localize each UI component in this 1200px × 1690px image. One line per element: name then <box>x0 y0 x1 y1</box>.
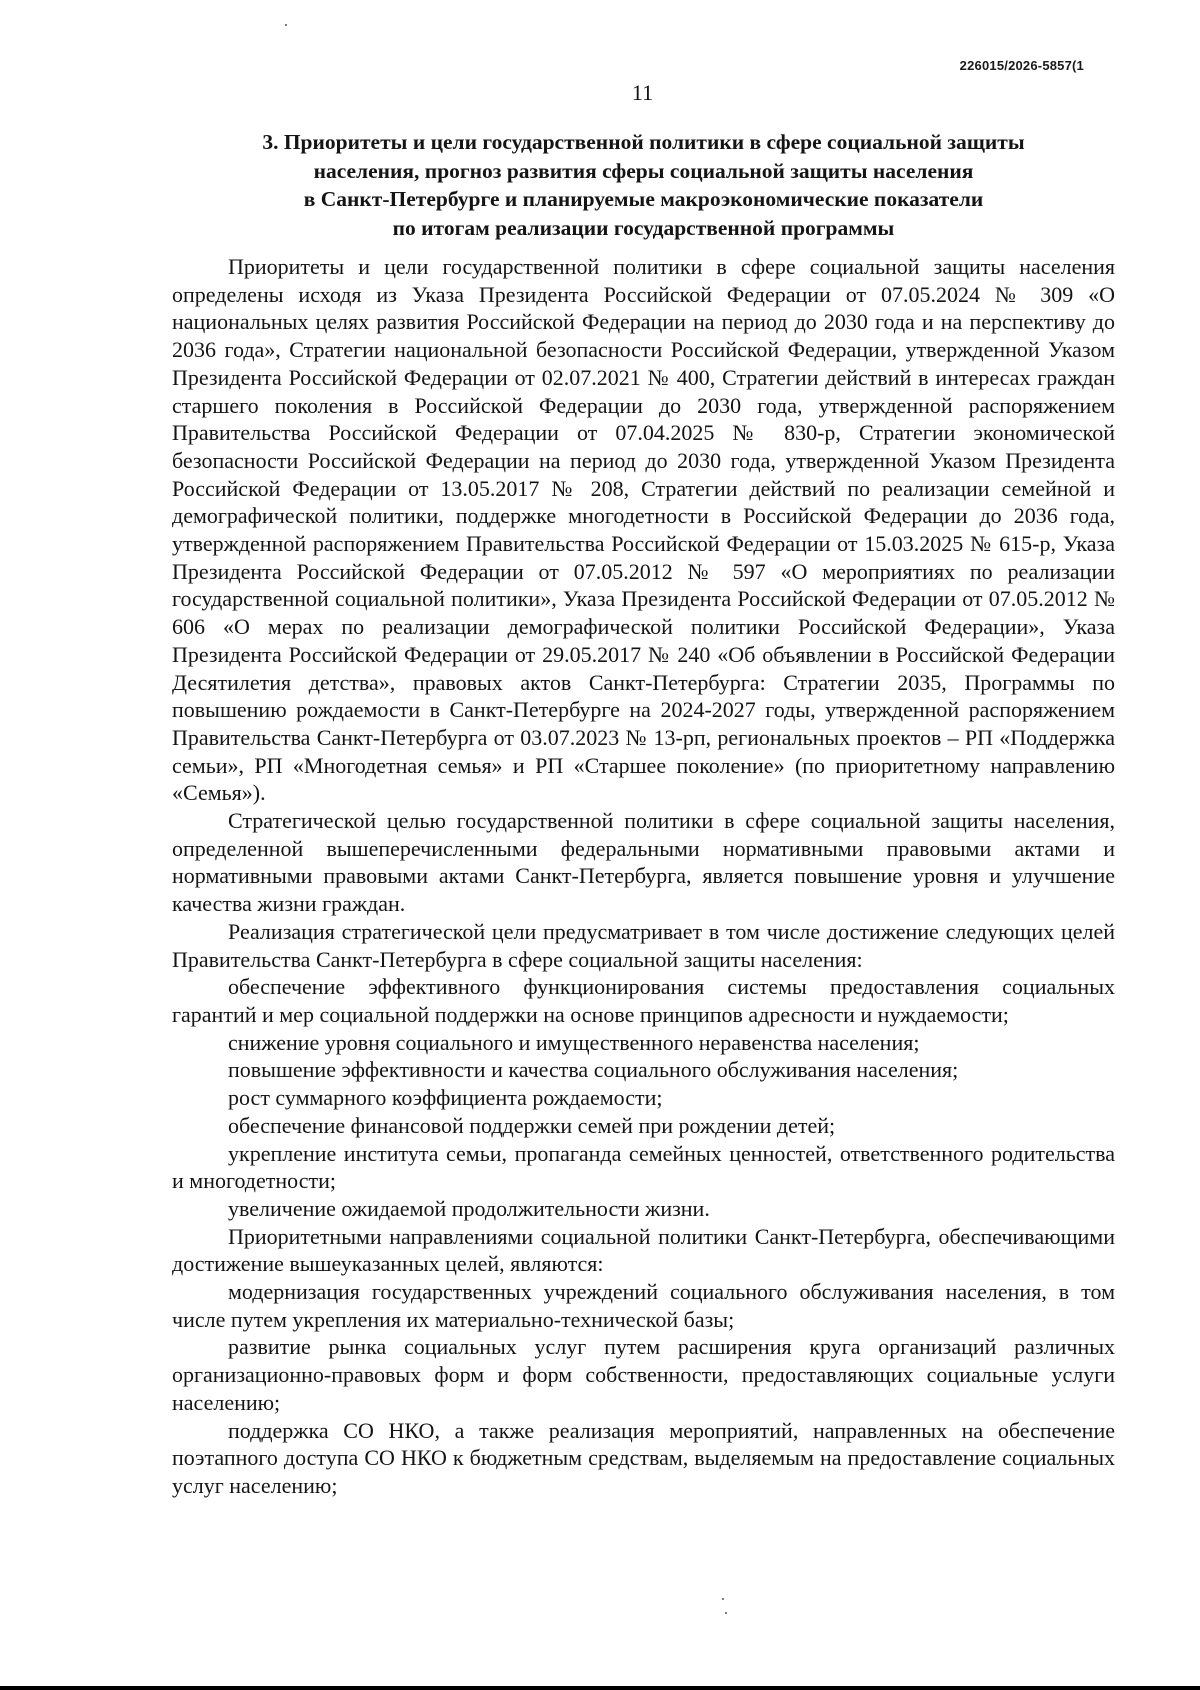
document-body <box>172 253 1115 1500</box>
paragraph-priorities-legal-basis: Приоритеты и цели государственной политики в сфере социальной защиты населения определены исходя из Указа Президента Российской Федерации от 07.05.2024 № 309 «О национальных целях развития Российской Федерации на период до 2030 года и на перспективу до 2036 года», Стратегии национальной безопасности Российской Федерации, утвержденной Указом Президента Российской Федерации от 02.07.2021 № 400, Стратегии действий в интересах граждан старшего поколения в Российской Федерации до 2030 года, утвержденной распоряжением Правительства Российской Федерации от 07.04.2025 № 830-р, Стратегии экономической безопасности Российской Федерации на период до 2030 года, утвержденной Указом Президента Российской Федерации от 13.05.2017 № 208, Стратегии действий по реализации семейной и демографической политики, поддержке многодетности в Российской Федерации до 2036 года, утвержденной распоряжением Правительства Российской Федерации от 15.03.2025 № 615-р, Указа Президента Российской Федерации от 07.05.2012 № 597 «О мероприятиях по реализации государственной социальной политики», Указа Президента Российской Федерации от 07.05.2012 № 606 «О мерах по реализации демографической политики Российской Федерации», Указа Президента Российской Федерации от 29.05.2017 № 240 «Об объявлении в Российской Федерации Десятилетия детства», правовых актов Санкт-Петербурга: Стратегии 2035, Программы по повышению рождаемости в Санкт-Петербурге на 2024-2027 годы, утвержденной распоряжением Правительства Санкт-Петербурга от 03.07.2023 № 13-рп, региональных проектов – РП «Поддержка семьи», РП «Многодетная семья» и РП «Старшее поколение» (по приоритетному направлению «Семья»). <box>172 254 1115 806</box>
goal-list-item: повышение эффективности и качества социального обслуживания населения; <box>228 1057 959 1083</box>
goal-list-item: рост суммарного коэффициента рождаемости; <box>228 1085 663 1111</box>
scan-bottom-edge <box>0 1686 1200 1690</box>
goal-list-item: обеспечение эффективного функционирования системы предоставления социальных гарантий и мер социальной поддержки на основе принципов адресности и нуждаемости; <box>172 974 1115 1027</box>
goal-list-item: укрепление института семьи, пропаганда семейных ценностей, ответственного родительства и многодетности; <box>172 1140 1115 1194</box>
document-registration-code: 226015/2026-5857(1 <box>959 58 1084 73</box>
scan-speck <box>285 24 287 26</box>
section-heading <box>172 128 1115 242</box>
section-heading-line: населения, прогноз развития сферы социальной защиты населения <box>313 158 974 183</box>
paragraph-priority-directions-intro: Приоритетными направлениями социальной политики Санкт-Петербурга, обеспечивающими достижение вышеуказанных целей, являются: <box>172 1223 1115 1277</box>
page-number: 11 <box>631 80 654 105</box>
goal-list-item: увеличение ожидаемой продолжительности жизни. <box>228 1195 710 1221</box>
section-heading-line: в Санкт-Петербурге и планируемые макроэкономические показатели <box>303 187 984 211</box>
scan-speck <box>722 1598 724 1600</box>
direction-list-item: модернизация государственных учреждений социального обслуживания населения, в том числе путем укрепления их материально-технической базы; <box>172 1279 1115 1332</box>
direction-list-item: поддержка СО НКО, а также реализация мероприятий, направленных на обеспечение поэтапного доступа СО НКО к бюджетным средствам, выделяемым на предоставление социальных услуг населению; <box>172 1417 1115 1498</box>
paragraph-goals-intro: Реализация стратегической цели предусматривает в том числе достижение следующих целей Правительства Санкт-Петербурга в сфере социальной защиты населения: <box>172 918 1115 972</box>
direction-list-item: развитие рынка социальных услуг путем расширения круга организаций различных организационно-правовых форм и форм собственности, предоставляющих социальные услуги населению; <box>172 1334 1115 1415</box>
paragraph-strategic-goal: Стратегической целью государственной политики в сфере социальной защиты населения, определенной вышеперечисленными федеральными нормативными правовыми актами и нормативными правовыми актами Санкт-Петербурга, является повышение уровня и улучшение качества жизни граждан. <box>172 808 1115 917</box>
section-heading-line: 3. Приоритеты и цели государственной политики в сфере социальной защиты <box>262 130 1025 154</box>
goal-list-item: обеспечение финансовой поддержки семей при рождении детей; <box>228 1112 836 1138</box>
scan-speck <box>725 1612 727 1614</box>
goal-list-item: снижение уровня социального и имущественного неравенства населения; <box>228 1029 920 1055</box>
section-heading-line: по итогам реализации государственной программы <box>392 215 895 240</box>
